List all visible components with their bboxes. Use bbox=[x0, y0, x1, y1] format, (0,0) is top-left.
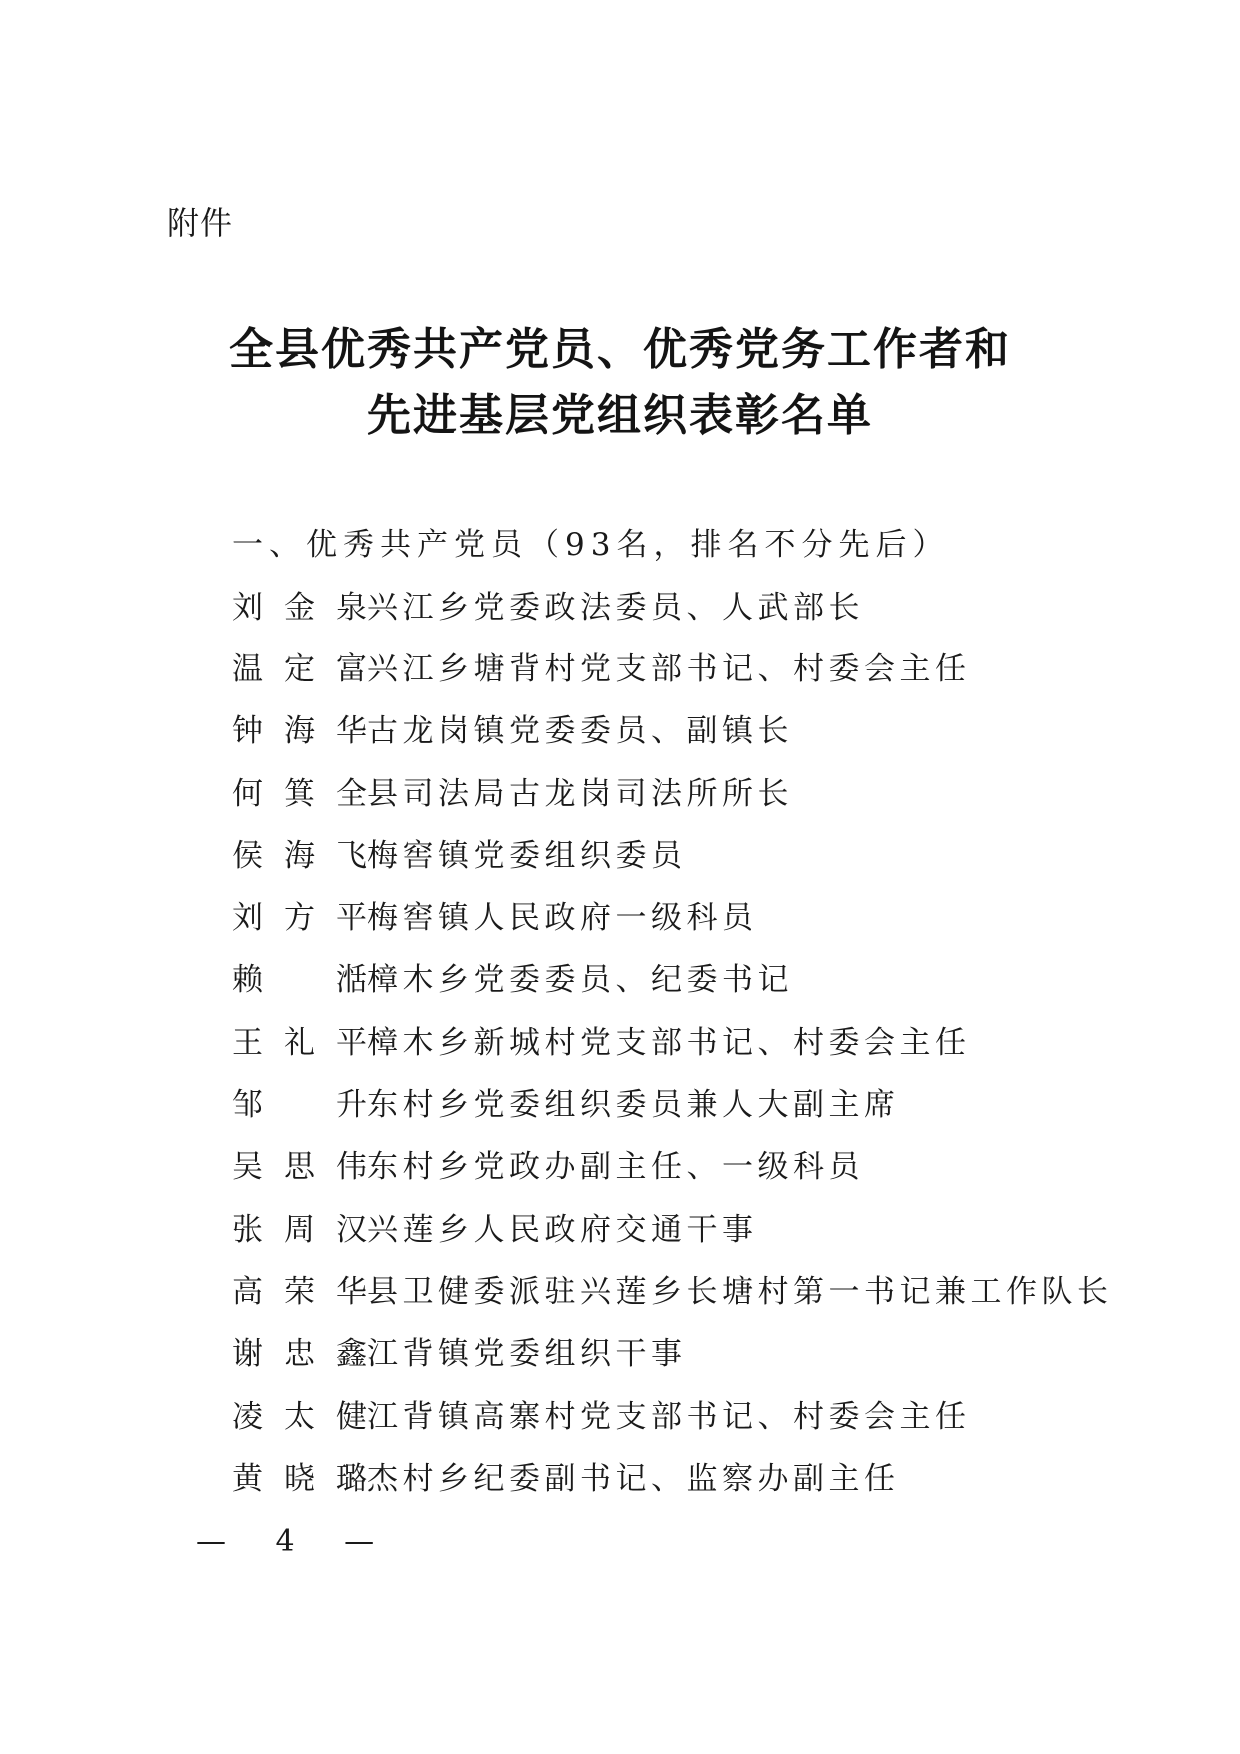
person-position: 江背镇高寨村党支部书记、村委会主任 bbox=[367, 1399, 971, 1435]
document-title-line-1: 全县优秀共产党员、优秀党务工作者和 bbox=[229, 324, 1011, 375]
person-name: 何箕全 bbox=[232, 776, 367, 812]
person-name: 刘金泉 bbox=[232, 590, 367, 626]
person-position: 梅窖镇党委组织委员 bbox=[367, 838, 687, 874]
person-position: 杰村乡纪委副书记、监察办副主任 bbox=[367, 1461, 900, 1497]
person-position: 樟木乡党委委员、纪委书记 bbox=[367, 962, 793, 998]
person-name: 刘方平 bbox=[232, 900, 367, 936]
person-position: 县司法局古龙岗司法所所长 bbox=[367, 776, 793, 812]
person-position: 兴莲乡人民政府交通干事 bbox=[367, 1212, 758, 1248]
list-item bbox=[232, 1021, 971, 1065]
page-number: — 4 — bbox=[196, 1524, 395, 1559]
document-title-line-2: 先进基层党组织表彰名单 bbox=[367, 390, 873, 441]
person-name: 王礼平 bbox=[232, 1025, 367, 1061]
person-name: 高荣华 bbox=[232, 1274, 367, 1310]
list-item bbox=[232, 772, 793, 816]
person-name: 温定富 bbox=[232, 651, 367, 687]
person-position: 东村乡党委组织委员兼人大副主席 bbox=[367, 1087, 900, 1123]
attachment-label: 附件 bbox=[167, 204, 234, 242]
person-name: 侯海飞 bbox=[232, 838, 367, 874]
person-name: 黄晓璐 bbox=[232, 1461, 367, 1497]
person-position: 东村乡党政办副主任、一级科员 bbox=[367, 1149, 864, 1185]
person-position: 兴江乡塘背村党支部书记、村委会主任 bbox=[367, 651, 971, 687]
person-position: 樟木乡新城村党支部书记、村委会主任 bbox=[367, 1025, 971, 1061]
person-position: 兴江乡党委政法委员、人武部长 bbox=[367, 590, 864, 626]
list-item bbox=[232, 1270, 1113, 1314]
list-item bbox=[232, 834, 687, 878]
person-name: 张周汉 bbox=[232, 1212, 367, 1248]
list-item bbox=[232, 896, 758, 940]
person-name: 谢忠鑫 bbox=[232, 1336, 367, 1372]
list-item bbox=[232, 1332, 687, 1376]
person-position: 江背镇党委组织干事 bbox=[367, 1336, 687, 1372]
person-position: 古龙岗镇党委委员、副镇长 bbox=[367, 713, 793, 749]
list-item bbox=[232, 709, 793, 753]
list-item bbox=[232, 647, 971, 691]
person-name: 赖湉 bbox=[232, 962, 367, 998]
list-item bbox=[232, 1395, 971, 1439]
list-item bbox=[232, 1145, 864, 1189]
person-name: 钟海华 bbox=[232, 713, 367, 749]
person-position: 县卫健委派驻兴莲乡长塘村第一书记兼工作队长 bbox=[367, 1274, 1113, 1310]
person-name: 邹升 bbox=[232, 1087, 367, 1123]
person-name: 凌太健 bbox=[232, 1399, 367, 1435]
list-item bbox=[232, 1457, 900, 1501]
list-item bbox=[232, 958, 793, 1002]
list-item bbox=[232, 586, 864, 630]
list-item bbox=[232, 1083, 900, 1127]
person-name: 吴思伟 bbox=[232, 1149, 367, 1185]
section-heading: 一、优秀共产党员（93名，排名不分先后） bbox=[232, 527, 950, 563]
list-item bbox=[232, 1208, 758, 1252]
person-position: 梅窖镇人民政府一级科员 bbox=[367, 900, 758, 936]
